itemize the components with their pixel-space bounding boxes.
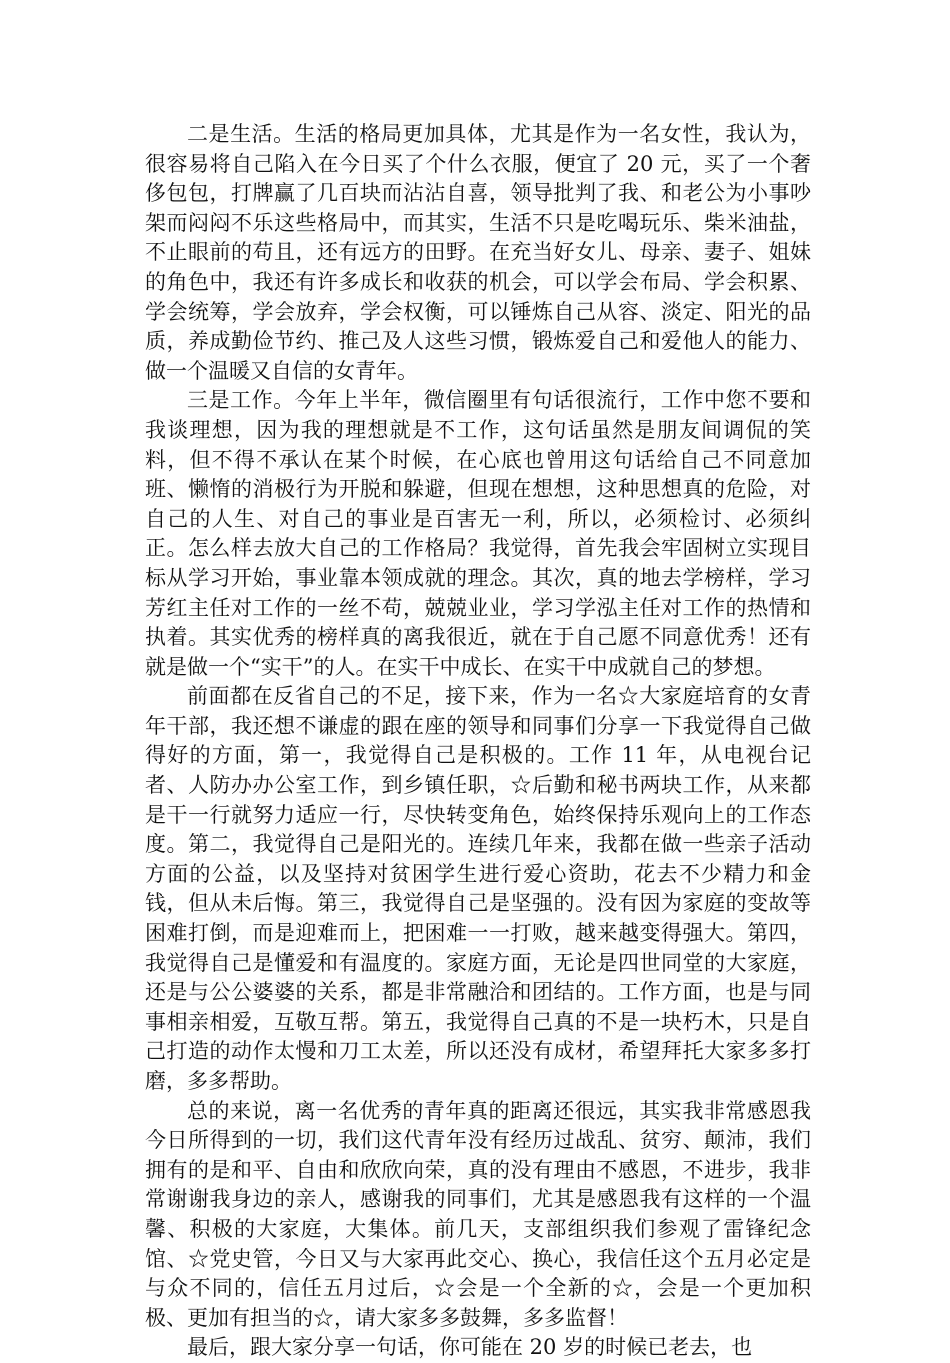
paragraph-work: 三是工作。今年上半年，微信圈里有句话很流行，工作中您不要和我谈理想，因为我的理想就是不工作，这句话虽然是朋友间调侃的笑料，但不得不承认在某个时候，在心底也曾用这句话给自己不同意加班、懒惰的消极行为开脱和躲避，但现在想想，这种思想真的危险，对自己的人生、对自己的事业是百害无一利，所以，必须检讨、必须纠正。怎么样去放大自己的工作格局？我觉得，首先我会牢固树立实现目标从学习开始，事业靠本领成就的理念。其次，真的地去学榜样，学习芳红主任对工作的一丝不苟，兢兢业业，学习学泓主任对工作的热情和执着。其实优秀的榜样真的离我很近，就在于自己愿不同意优秀！还有就是做一个“实干”的人。在实干中成长、在实干中成就自己的梦想。 bbox=[145, 388, 811, 679]
paragraph-life: 二是生活。生活的格局更加具体，尤其是作为一名女性，我认为，很容易将自己陷入在今日买了个什么衣服，便宜了 20 元，买了一个奢侈包包，打牌赢了几百块而沾沾自喜，领导批判了我、和老公为小事吵架而闷闷不乐这些格局中，而其实，生活不只是吃喝玩乐、柴米油盐，不止眼前的苟且，还有远方的田野。在充当好女儿、母亲、妻子、姐妹的角色中，我还有许多成长和收获的机会，可以学会布局、学会积累、学会统筹，学会放弃，学会权衡，可以锤炼自己从容、淡定、阳光的品质，养成勤俭节约、推己及人这些习惯，锻炼爱自己和爱他人的能力、做一个温暖又自信的女青年。 bbox=[145, 122, 811, 383]
paragraph-strengths: 前面都在反省自己的不足，接下来，作为一名☆大家庭培育的女青年干部，我还想不谦虚的跟在座的领导和同事们分享一下我觉得自己做得好的方面，第一，我觉得自己是积极的。工作 11 年，从电视台记者、人防办办公室工作，到乡镇任职，☆后勤和秘书两块工作，从来都是干一行就努力适应一行，尽快转变角色，始终保持乐观向上的工作态度。第二，我觉得自己是阳光的。连续几年来，我都在做一些亲子活动方面的公益，以及坚持对贫困学生进行爱心资助，花去不少精力和金钱，但从未后悔。第三，我觉得自己是坚强的。没有因为家庭的变故等困难打倒，而是迎难而上，把困难一一打败，越来越变得强大。第四，我觉得自己是懂爱和有温度的。家庭方面，无论是四世同堂的大家庭，还是与公公婆婆的关系，都是非常融洽和团结的。工作方面，也是与同事相亲相爱，互敬互帮。第五，我觉得自己真的不是一块朽木，只是自己打造的动作太慢和刀工太差，所以还没有成材，希望拜托大家多多打磨，多多帮助。 bbox=[145, 684, 811, 1093]
paragraph-closing: 最后，跟大家分享一句话，你可能在 20 岁的时候已老去，也 bbox=[187, 1335, 753, 1360]
document-body bbox=[145, 120, 811, 1363]
paragraph-summary: 总的来说，离一名优秀的青年真的距离还很远，其实我非常感恩我今日所得到的一切，我们这代青年没有经历过战乱、贫穷、颠沛，我们拥有的是和平、自由和欣欣向荣，真的没有理由不感恩，不进步，我非常谢谢我身边的亲人，感谢我的同事们，尤其是感恩我有这样的一个温馨、积极的大家庭，大集体。前几天，支部组织我们参观了雷锋纪念馆、☆党史管，今日又与大家再此交心、换心，我信任这个五月必定是与众不同的，信任五月过后，☆会是一个全新的☆，会是一个更加积极、更加有担当的☆，请大家多多鼓舞，多多监督！ bbox=[145, 1098, 811, 1330]
